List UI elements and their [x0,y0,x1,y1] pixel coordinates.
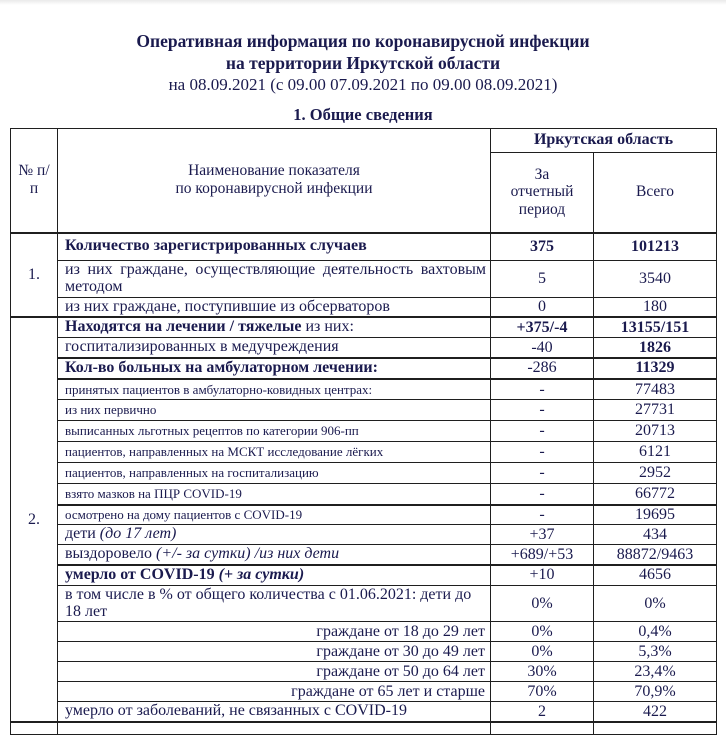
period-value-cell: 0% [491,585,594,622]
column-header-region: Иркутская область [491,129,717,153]
indicator-text: взято мазков на ПЦР COVID-19 [65,486,242,502]
table-row [11,379,717,400]
period-value-cell: 0% [491,642,594,662]
total-value-cell: 4656 [594,565,717,585]
total-value-cell: 77483 [594,379,717,400]
period-value-cell: +10 [491,565,594,585]
total-value-cell: 11329 [594,358,717,379]
total-value-cell: 5,3% [594,642,717,662]
indicator-cell [58,400,491,421]
total-value-cell: 70,9% [594,682,717,702]
period-value-cell: +689/+53 [491,545,594,565]
table-row [11,722,717,734]
indicator-text: выздоровело [65,545,157,563]
indicator-cell [58,622,491,642]
indicator-text: Количество зарегистрированных случаев [65,237,367,255]
section-heading: 1. Общие сведения [293,105,433,124]
period-value-cell: 70% [491,682,594,702]
indicator-text: из них граждане, поступившие из обсерваторов [65,297,390,315]
period-value-cell: +375/-4 [491,317,594,337]
total-value-cell: 180 [594,297,717,317]
period-value-cell [491,722,594,734]
period-value-cell: - [491,505,594,525]
indicator-cell [58,702,491,722]
indicator-cell [58,505,491,525]
table-row [11,233,717,261]
indicator-cell [58,682,491,702]
column-header-total: Всего [594,153,717,233]
period-value-cell: -286 [491,358,594,379]
period-value-cell: - [491,379,594,400]
indicator-text: из них первично [65,402,157,418]
indicator-text: (+/- за сутки) /из них дети [156,545,340,563]
total-value-cell: 0% [594,585,717,622]
total-value-cell: 1826 [594,338,717,358]
indicator-cell [58,484,491,505]
indicator-cell [58,642,491,662]
total-value-cell [594,722,717,734]
indicator-text: пациентов, направленных на МСКТ исследование лёгких [65,444,384,460]
indicator-cell [58,662,491,682]
indicator-text: осмотрено на дому пациентов с COVID-19 [65,507,303,523]
indicator-text: (+ за сутки) [218,566,305,584]
table-row [11,338,717,358]
indicator-text: в том числе в % от общего количества с 01.06.2021: дети до 18 лет [65,585,472,620]
indicator-cell [58,525,491,545]
total-value-cell: 434 [594,525,717,545]
total-value-cell: 422 [594,702,717,722]
table-row [11,565,717,585]
indicator-cell [58,358,491,379]
indicator-cell [58,317,491,337]
table-row [11,545,717,565]
period-value-cell: -40 [491,338,594,358]
total-value-cell: 66772 [594,484,717,505]
indicator-text: из них граждане, осуществляющие деятельность вахтовым методом [65,261,486,295]
indicator-text: умерло от COVID-19 [65,566,219,584]
indicator-text: выписанных льготных рецептов по категории 906-пп [65,423,359,439]
indicator-cell [58,722,491,734]
total-value-cell: 6121 [594,442,717,463]
table-row [11,505,717,525]
period-value-cell: 0 [491,297,594,317]
column-header-period: За отчетный период [491,153,594,233]
total-value-cell: 20713 [594,421,717,442]
indicator-cell [58,338,491,358]
period-value-cell: - [491,463,594,484]
table-row [11,400,717,421]
indicator-text: граждане от 50 до 64 лет [316,662,485,680]
total-value-cell: 13155/151 [594,317,717,337]
page-top-edge [0,0,726,5]
table-row [11,317,717,337]
total-value-cell: 2952 [594,463,717,484]
period-value-cell: +37 [491,525,594,545]
indicator-text: пациентов, направленных на госпитализацию [65,465,319,481]
total-value-cell: 27731 [594,400,717,421]
row-number-cell [11,722,58,734]
title-line-2: на территории Иркутской области [225,53,501,73]
table-row [11,297,717,317]
indicator-cell [58,585,491,622]
indicator-cell [58,463,491,484]
period-value-cell: 2 [491,702,594,722]
table-row [11,662,717,682]
indicator-header-line-2: по коронавирусной инфекции [175,180,373,198]
period-value-cell: 0% [491,622,594,642]
indicator-text: граждане от 30 до 49 лет [316,642,485,660]
indicator-cell [58,233,491,261]
indicator-text: граждане от 65 лет и старше [291,682,485,700]
indicator-text: (до 17 лет) [99,525,177,543]
total-value-cell: 23,4% [594,662,717,682]
indicator-text: Кол-во больных на амбулаторном лечении: [65,358,378,376]
indicator-header-line-1: Наименование показателя [188,162,360,180]
period-value-cell: - [491,484,594,505]
table-row [11,682,717,702]
table-row [11,585,717,622]
period-value-cell: 5 [491,261,594,298]
row-number-cell: 2. [11,317,58,722]
indicator-cell [58,297,491,317]
period-value-cell: 375 [491,233,594,261]
indicator-cell [58,261,491,298]
indicator-text: госпитализированных в медучреждения [65,338,339,356]
document-title [10,30,716,96]
indicator-text: Находятся на лечении / тяжелые [65,318,306,336]
total-value-cell: 19695 [594,505,717,525]
table-row [11,484,717,505]
title-date-line: на 08.09.2021 (с 09.00 07.09.2021 по 09.00 08.09.2021) [168,75,558,94]
column-header-indicator [58,129,491,233]
indicator-text: из них: [305,318,354,336]
period-value-cell: - [491,442,594,463]
indicator-text: граждане от 18 до 29 лет [316,622,485,640]
table-row [11,642,717,662]
period-value-cell: 30% [491,662,594,682]
total-value-cell: 0,4% [594,622,717,642]
indicator-text: принятых пациентов в амбулаторно-ковидных центрах: [65,381,373,397]
table-row [11,702,717,722]
period-value-cell: - [491,421,594,442]
table-row [11,442,717,463]
general-info-table [10,128,717,735]
indicator-text: дети [65,525,100,543]
row-number-cell: 1. [11,233,58,318]
table-row [11,421,717,442]
indicator-cell [58,565,491,585]
table-row [11,261,717,298]
indicator-cell [58,421,491,442]
title-line-1: Оперативная информация по коронавирусной инфекции [136,31,590,51]
total-value-cell: 88872/9463 [594,545,717,565]
table-row [11,525,717,545]
column-header-row-number: № п/п [11,129,58,233]
table-row [11,622,717,642]
total-value-cell: 3540 [594,261,717,298]
indicator-text: умерло от заболеваний, не связанных с COVID-19 [65,702,407,720]
indicator-cell [58,442,491,463]
period-value-cell: - [491,400,594,421]
indicator-cell [58,379,491,400]
total-value-cell: 101213 [594,233,717,261]
indicator-cell [58,545,491,565]
table-row [11,463,717,484]
table-row [11,358,717,379]
